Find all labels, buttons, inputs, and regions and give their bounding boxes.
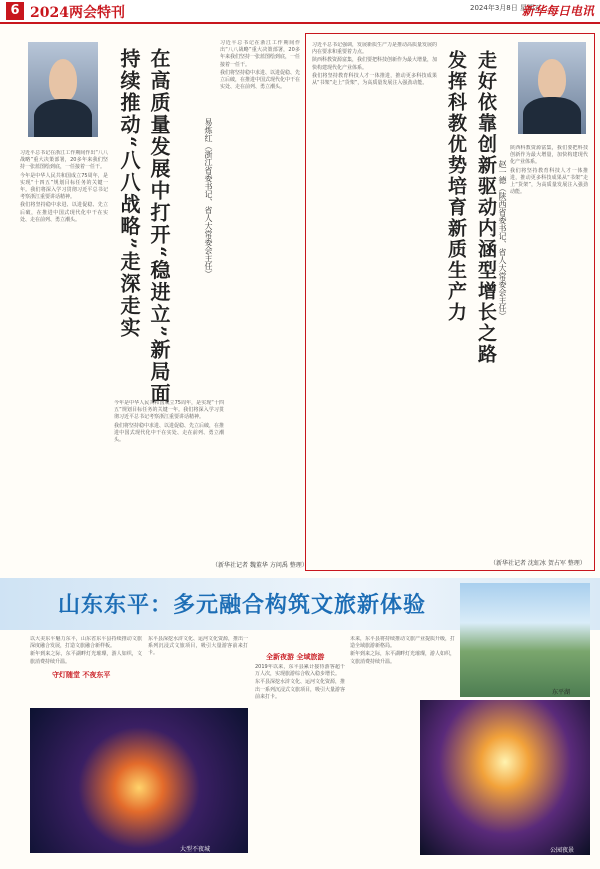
article-left-body-col3: 习近平总书记在浙江工作期间作出“八八战略”重大决策部署，20多年来我们坚持一张蓝图绘到底，一任接着一任干。 我们将坚持稳中求进、以进促稳、先立后破，在推进中国式现代化中干在实处、走在前列、勇立潮头。 [220, 40, 300, 91]
aerial-photo: 东平湖 [460, 583, 590, 697]
article-right-body-col2: 陕西科教资源富集，我们要把科技创新作为最大增量，加快构建现代化产业体系。 我们将坚持教育科技人才一体推进，推动更多科技成果从“书架”走上“货架”，为高质量发展注入强劲动能。 [510, 145, 588, 196]
feature-body-col3: 2019年以来，东平县累计接待游客超千万人次，实现旅游综合收入稳步增长。 东平县深挖水浒文化、运河文化资源，推出一系列沉浸式文旅项目，吸引大量游客前来打卡。 [255, 664, 345, 700]
article-left-title-2: 持续推动“八八战略”走深走实 [117, 48, 141, 340]
article-left-author: 易炼红（浙江省委书记、省人大常委会主任） [204, 118, 213, 278]
article-right-body-col1: 习近平总书记强调，发展新质生产力是推动高质量发展的内在要求和重要着力点。 陕西科教资源富集，我们要把科技创新作为最大增量，加快构建现代化产业体系。 我们将坚持教育科技人才一体推进，推动更多科技成果从“书架”走上“货架”，为高质量发展注入强劲动能。 [312, 42, 437, 87]
page-number: 6 [6, 2, 24, 20]
article-left-title-1: 在高质量发展中打开“稳进立”新局面 [147, 48, 171, 406]
article-right-author: 赵一德（陕西省委书记、省人大常委会主任） [498, 160, 507, 320]
feature-subhead-2: 全新夜游 全域旅游 [266, 653, 325, 661]
feature-intro: 以大美东平魅力东平，山东省东平县持续推动文旅深度融合发展，打造文旅融合新样板。 新年到来之际，东平湖畔灯光璀璨，游人如织，文旅消费持续升温。 [30, 636, 142, 665]
article-right-title-1: 走好依靠创新驱动内涵型增长之路 [475, 50, 497, 365]
feature-title: 山东东平：多元融合构筑文旅新体验 [58, 592, 427, 618]
portrait-photo-left [28, 42, 98, 137]
portrait-photo-right [518, 42, 586, 134]
night-city-photo: 大型不夜城 [30, 708, 248, 853]
feature-subhead-1: 守灯随堂 不夜东平 [52, 671, 111, 679]
page-header [0, 0, 600, 24]
article-right-title-2: 发挥科教优势培育新质生产力 [445, 50, 467, 323]
article-left-body-col1: 习近平总书记在浙江工作期间作出“八八战略”重大决策部署，20多年来我们坚持一张蓝图绘到底，一任接着一任干。 今年是中华人民共和国成立75周年，是实现“十四五”规划目标任务的关键一年。我们将深入学习贯彻习近平总书记考察浙江重要讲话精神。 我们将坚持稳中求进、以进促稳、先立后破，在推进中国式现代化中干在实处、走在前列、勇立潮头。 [20, 150, 108, 223]
fountain-night-photo: 公园夜景 [420, 700, 590, 855]
feature-body-col4: 未来，东平县将持续推动文旅产业提质升级，打造全域旅游新格局。 新年到来之际，东平湖畔灯光璀璨，游人如织，文旅消费持续升温。 [350, 636, 455, 665]
newspaper-name: 新华每日电讯 [521, 4, 594, 18]
feature-body-col2: 东平县深挖水浒文化、运河文化资源，推出一系列沉浸式文旅项目，吸引大量游客前来打卡。 [148, 636, 248, 657]
article-right-byline: （新华社记者 沈虹冰 贺占军 整理） [490, 560, 586, 567]
section-title: 2024两会特刊 [30, 5, 125, 21]
issue-date: 2024年3月8日 星期五 [470, 4, 541, 12]
article-left-byline: （新华社记者 魏董华 方问禹 整理） [212, 562, 308, 569]
article-left-body-col2: 今年是中华人民共和国成立75周年，是实现“十四五”规划目标任务的关键一年。我们将深入学习贯彻习近平总书记考察浙江重要讲话精神。 我们将坚持稳中求进、以进促稳、先立后破，在推进中国式现代化中干在实处、走在前列、勇立潮头。 [114, 400, 224, 444]
